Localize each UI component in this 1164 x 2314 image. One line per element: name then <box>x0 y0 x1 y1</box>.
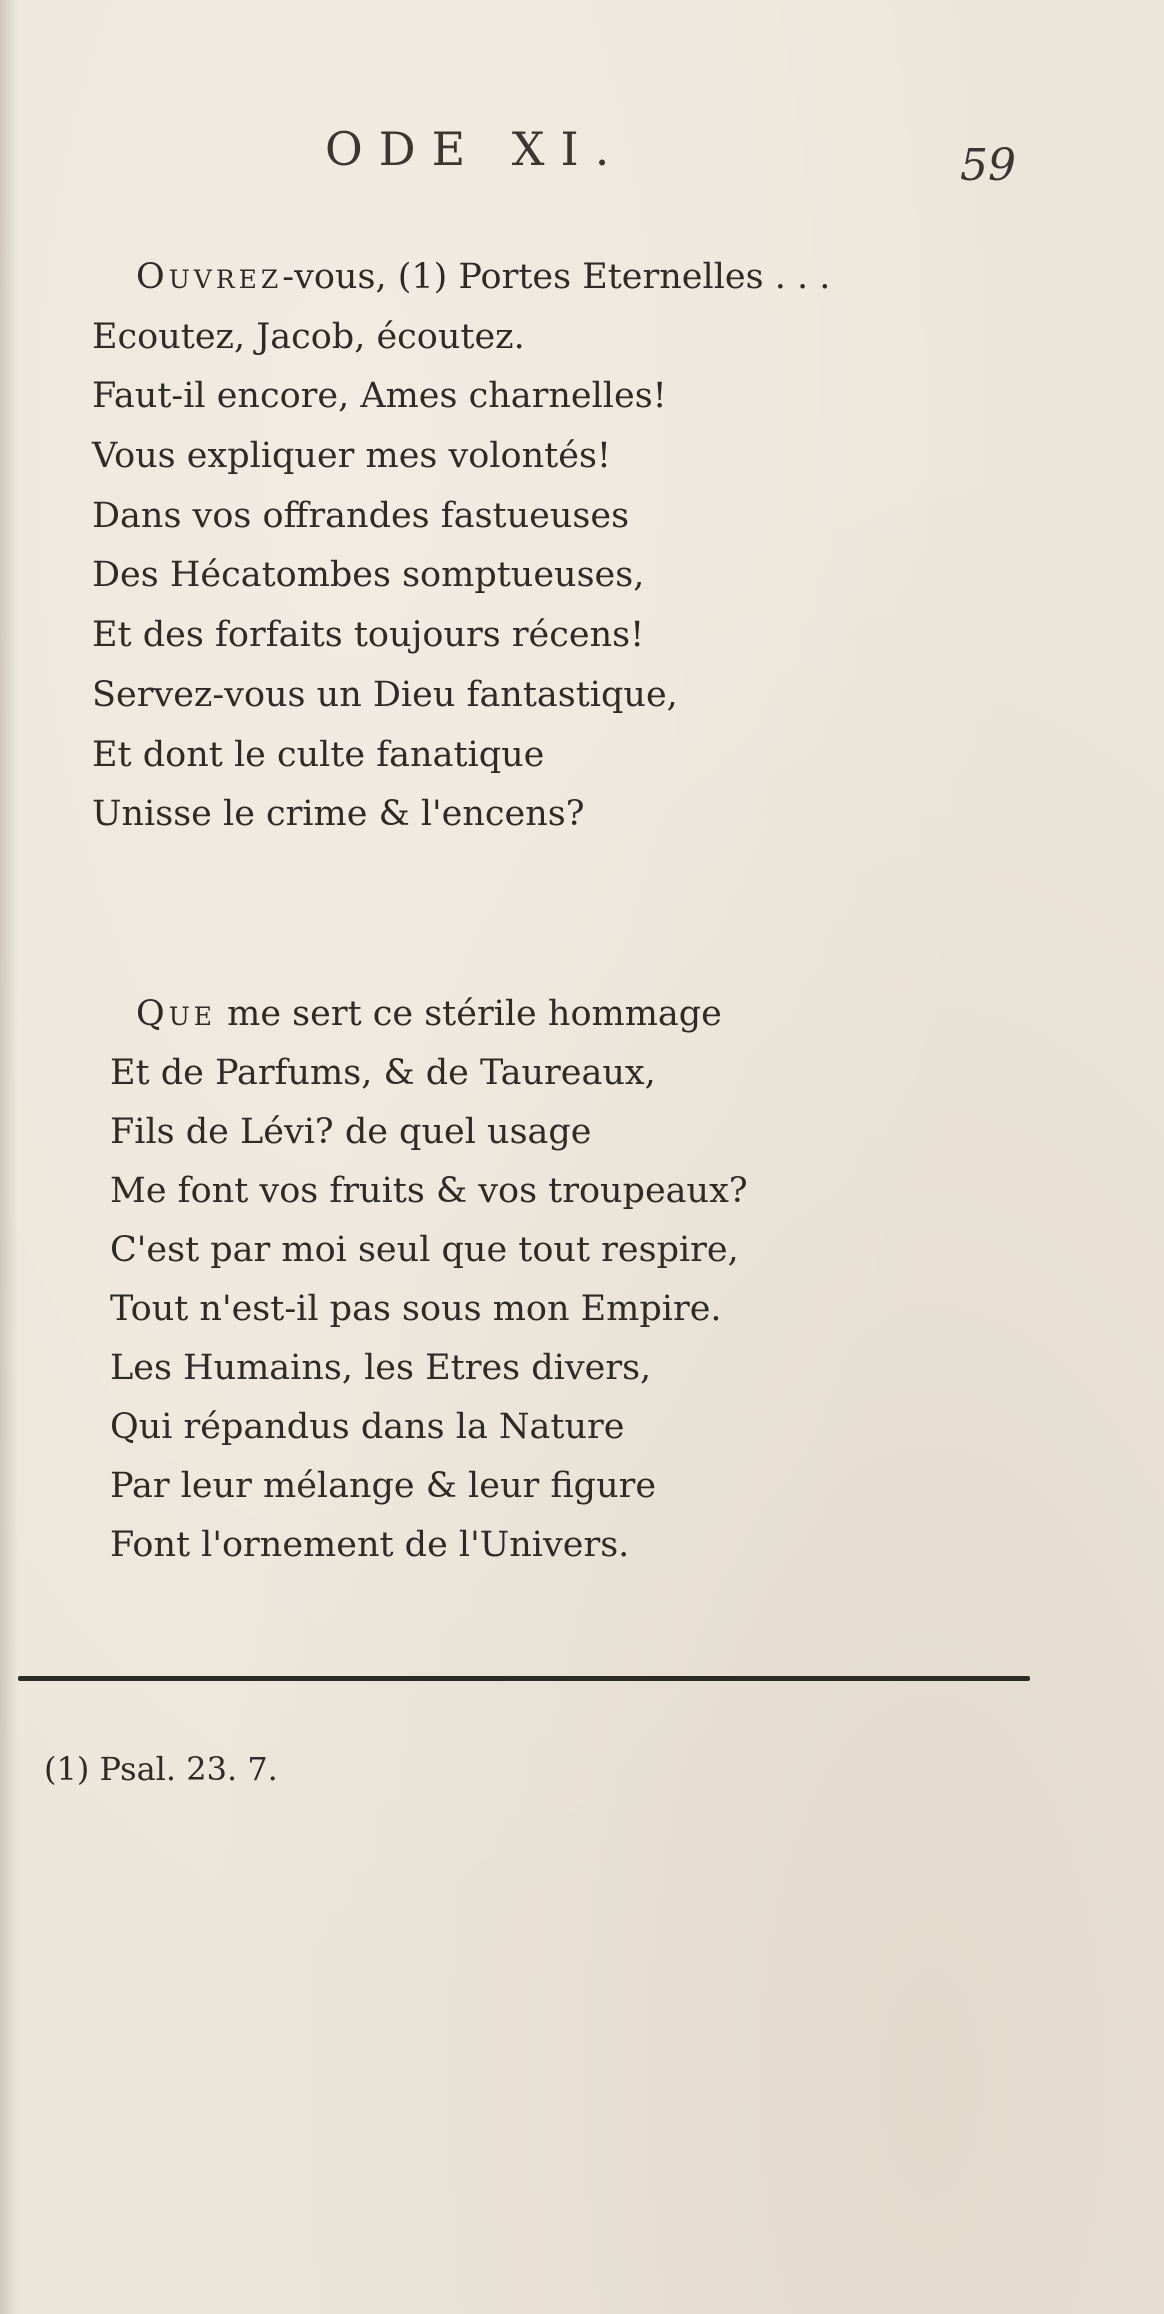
verse-line: Servez-vous un Dieu fantastique, <box>92 674 678 715</box>
verse-line: Tout n'est-il pas sous mon Empire. <box>110 1289 722 1329</box>
lead-word: Que <box>136 994 217 1034</box>
verse-line: Faut-il encore, Ames charnelles! <box>92 376 667 417</box>
verse-line: Fils de Lévi? de quel usage <box>110 1112 592 1152</box>
verse-line: Par leur mélange & leur figure <box>110 1466 657 1506</box>
verse-line: Des Hécatombes somptueuses, <box>92 555 645 596</box>
verse-line: Ecoutez, Jacob, écoutez. <box>92 316 525 357</box>
verse-line-rest: -vous, (1) Portes Eternelles . . . <box>282 257 831 297</box>
verse-line: Les Humains, les Etres divers, <box>110 1348 652 1388</box>
verse-line <box>92 248 1052 308</box>
verse-line: Vous expliquer mes volontés! <box>92 436 611 477</box>
page-number: 59 <box>960 140 1016 191</box>
running-title: ODE XI. <box>325 122 626 176</box>
verse-line: Et de Parfums, & de Taureaux, <box>110 1053 656 1093</box>
stanza-1 <box>92 248 1052 845</box>
verse-line: Et des forfaits toujours récens! <box>92 615 645 656</box>
lead-word: Ouvrez <box>136 257 283 297</box>
verse-line: Et dont le culte fanatique <box>92 734 545 775</box>
verse-line: Dans vos offrandes fastueuses <box>92 495 630 536</box>
footnote-rule <box>18 1676 1030 1681</box>
verse-line: Qui répandus dans la Nature <box>110 1407 625 1447</box>
spine-shadow <box>0 0 18 2314</box>
verse-line <box>92 985 1052 1044</box>
verse-line-rest: me sert ce stérile hommage <box>216 994 722 1034</box>
stanza-2 <box>92 985 1052 1575</box>
verse-line: Unisse le crime & l'encens? <box>92 794 585 835</box>
footnote: (1) Psal. 23. 7. <box>44 1750 278 1788</box>
verse-line: Me font vos fruits & vos troupeaux? <box>110 1171 748 1211</box>
verse-line: Font l'ornement de l'Univers. <box>110 1525 630 1565</box>
verse-line: C'est par moi seul que tout respire, <box>110 1230 739 1270</box>
